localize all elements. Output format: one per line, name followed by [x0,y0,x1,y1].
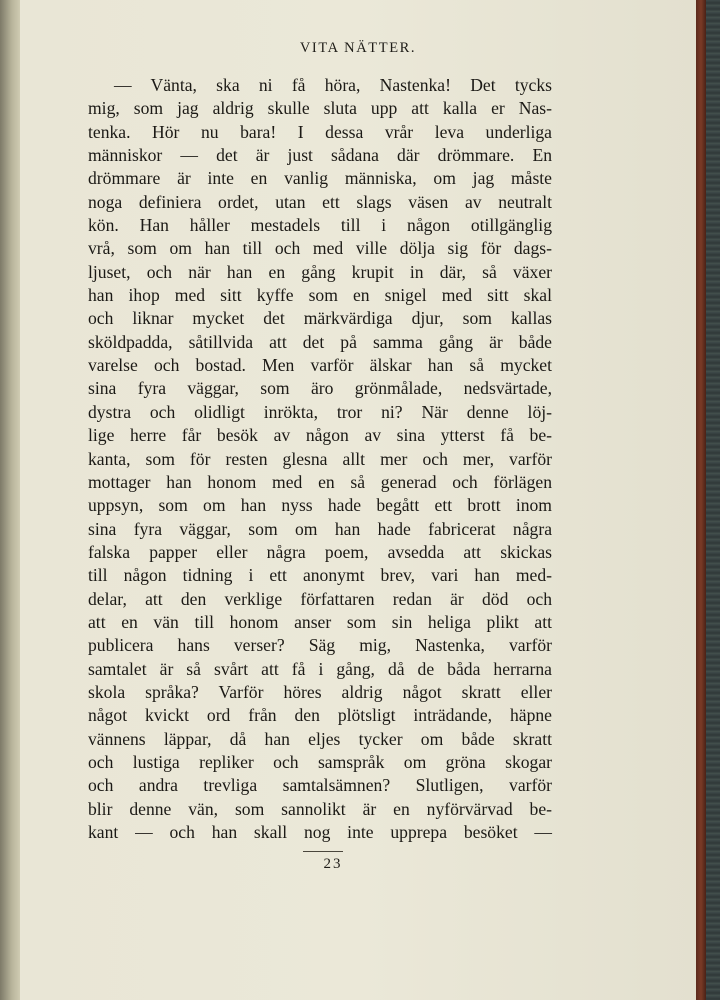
text-line: vrå, som om han till och med ville dölja sig för dags- [88,238,552,259]
text-line: publicera hans verser? Säg mig, Nastenka, varför [88,635,552,656]
text-line: noga definiera ordet, utan ett slags väsen av neutralt [88,191,552,212]
text-line: att en vän till honom anser som sin heliga plikt att [88,611,552,632]
text-line: sköldpadda, såtillvida att det på samma gång är både [88,331,552,352]
text-line: kant — och han skall nog inte upprepa besöket — [88,822,552,842]
page-number: 23 [323,856,343,872]
text-line: människor — det är just sådana där drömmare. En [88,145,552,166]
text-line: dystra och olidligt inrökta, tror ni? När denne löj- [88,401,552,422]
binding-background [706,0,720,1000]
text-line: skola språka? Varför höres aldrig något skratt eller [88,681,552,702]
text-line: tenka. Hör nu bara! I dessa vrår leva underliga [88,121,552,142]
text-line: delar, att den verklige författaren redan är död och [88,588,552,609]
text-line: — Vänta, ska ni få höra, Nastenka! Det tycks [114,75,552,95]
text-line: han ihop med sitt kyffe som en snigel med sitt skal [88,285,552,306]
text-line: och lustiga repliker och samspråk om gröna skogar [88,751,552,772]
text-line: och andra trevliga samtalsämnen? Slutligen, varför [88,775,552,796]
text-line: och liknar mycket det märkvärdiga djur, som kallas [88,308,552,329]
text-line: sina fyra väggar, som äro grönmålade, nedsvärtade, [88,378,552,399]
text-line: lige herre får besök av någon av sina ytterst få be- [88,425,552,446]
text-line: något kvickt ord från den plötsligt inträdande, häpne [88,705,552,726]
text-line: mig, som jag aldrig skulle sluta upp att kalla er Nas- [88,98,552,119]
text-line: ljuset, och när han en gång krupit in där, så växer [88,261,552,282]
folio-rule [303,851,343,852]
body-text [88,74,552,844]
text-line: sina fyra väggar, som om han hade fabricerat några [88,518,552,539]
text-line: varelse och bostad. Men varför älskar han så mycket [88,355,552,376]
text-line: falska papper eller några poem, avsedda att skickas [88,541,552,562]
text-line: vännens läppar, då han eljes tycker om både skratt [88,728,552,749]
running-head: VITA NÄTTER. [299,40,417,56]
text-line: samtalet är så svårt att få i gång, då de båda herrarna [88,658,552,679]
text-line: kön. Han håller mestadels till i någon otillgänglig [88,215,552,236]
text-line: blir denne vän, som sannolikt är en nyförvärvad be- [88,798,552,819]
text-line: drömmare är inte en vanlig människa, om jag måste [88,168,552,189]
text-line: uppsyn, som om han nyss hade begått ett brott inom [88,495,552,516]
adjacent-page-edge [0,0,20,1000]
text-line: kanta, som för resten glesna allt mer och mer, varför [88,448,552,469]
text-line: mottager han honom med en så generad och förlägen [88,471,552,492]
book-cover-edge [696,0,706,1000]
text-line: till någon tidning i ett anonymt brev, vari han med- [88,565,552,586]
